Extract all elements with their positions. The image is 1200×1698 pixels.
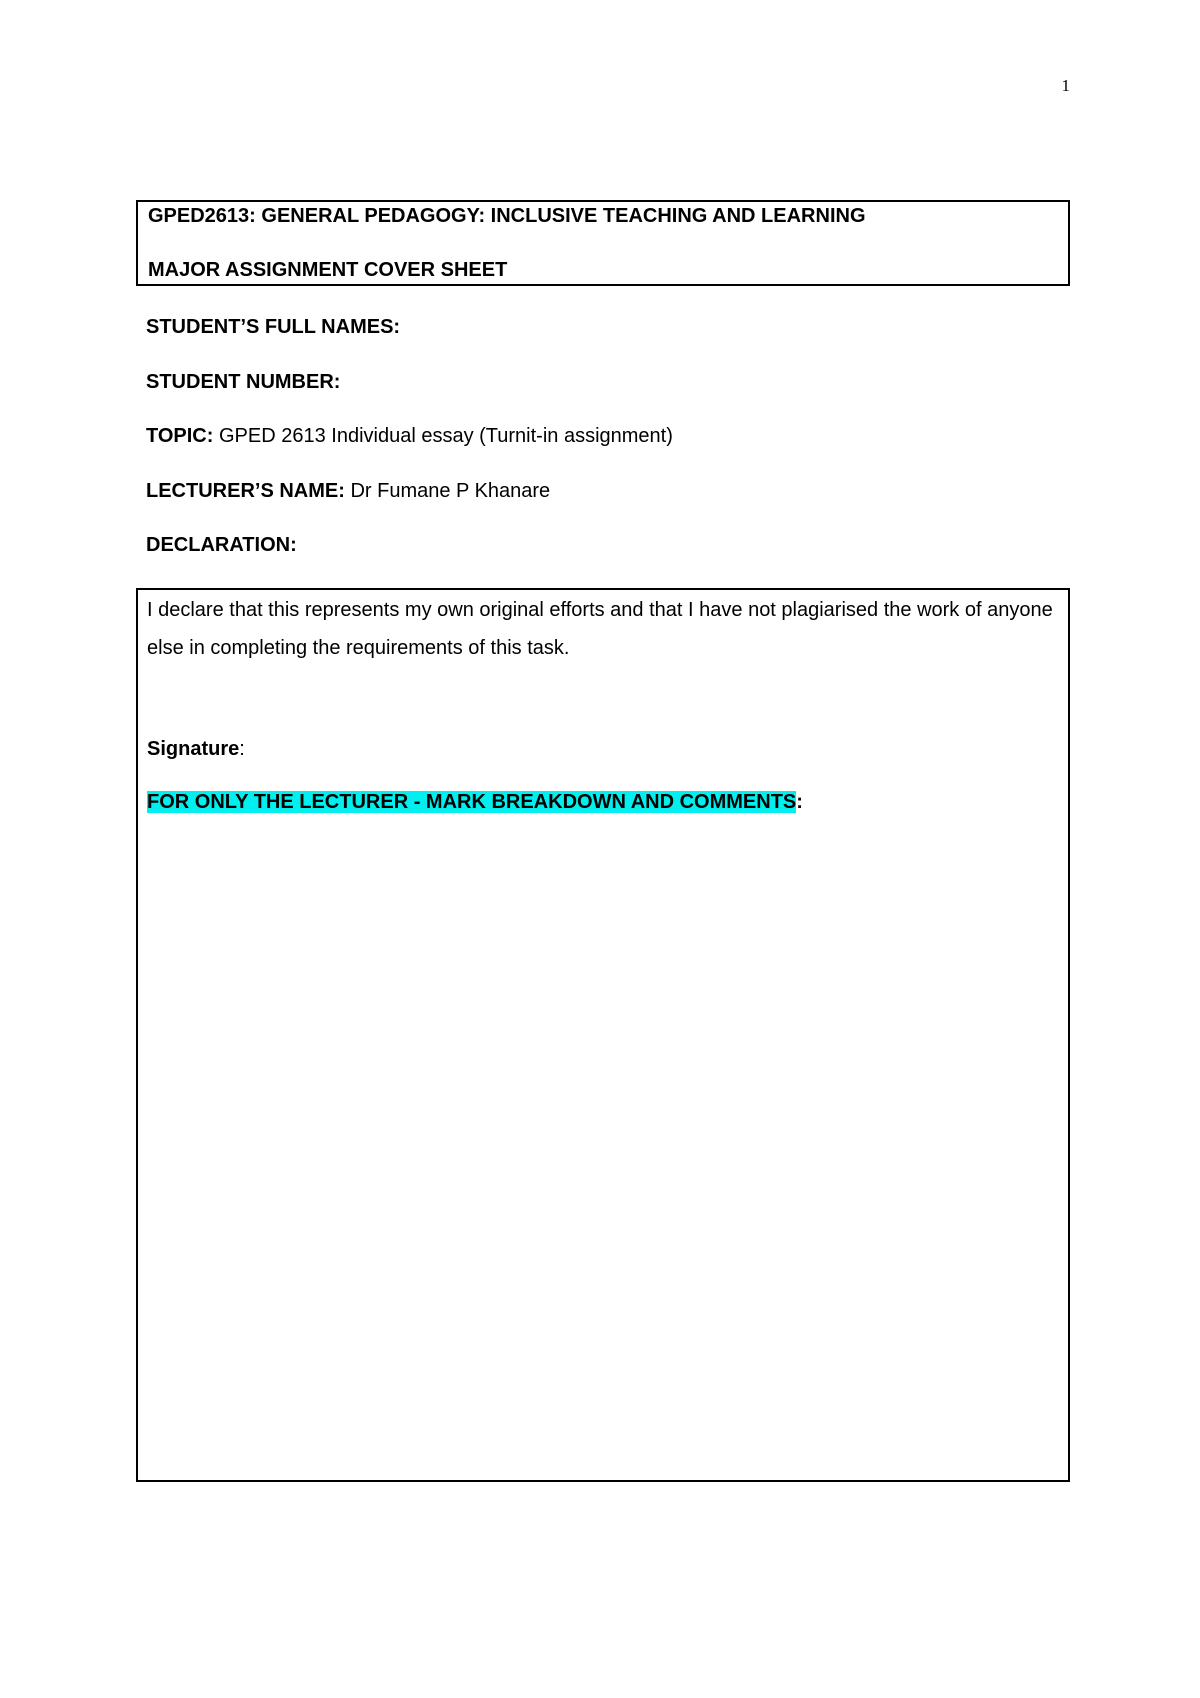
cover-sheet-title: MAJOR ASSIGNMENT COVER SHEET: [148, 259, 508, 281]
declaration-box: [136, 588, 1070, 1482]
signature-line: [147, 738, 245, 761]
topic-value: GPED 2613 Individual essay (Turnit-in assignment): [213, 425, 673, 447]
lecturer-section-colon: :: [796, 791, 803, 813]
lecturer-section-heading: [147, 791, 803, 814]
header-box: [136, 200, 1070, 286]
student-number-label: STUDENT NUMBER:: [146, 371, 341, 393]
lecturer-name-value: Dr Fumane P Khanare: [344, 480, 551, 502]
lecturer-name-field: [146, 480, 550, 503]
declaration-statement: I declare that this represents my own original efforts and that I have not plagiarised the work of anyone else in completing the requirements of this task.: [147, 599, 1053, 659]
student-names-label: STUDENT’S FULL NAMES:: [146, 316, 401, 338]
lecturer-section-label: FOR ONLY THE LECTURER - MARK BREAKDOWN AND COMMENTS: [147, 791, 797, 813]
declaration-heading: [146, 534, 297, 557]
student-names-field: [146, 316, 400, 339]
page-number: 1: [1061, 76, 1070, 95]
signature-colon: :: [239, 738, 245, 760]
topic-field: [146, 425, 673, 448]
course-title: GPED2613: GENERAL PEDAGOGY: INCLUSIVE TEACHING AND LEARNING: [148, 205, 866, 227]
student-number-field: [146, 371, 340, 394]
topic-label: TOPIC:: [146, 425, 214, 447]
lecturer-name-label: LECTURER’S NAME:: [146, 480, 345, 502]
declaration-label: DECLARATION:: [146, 534, 297, 556]
signature-label: Signature: [147, 738, 240, 760]
